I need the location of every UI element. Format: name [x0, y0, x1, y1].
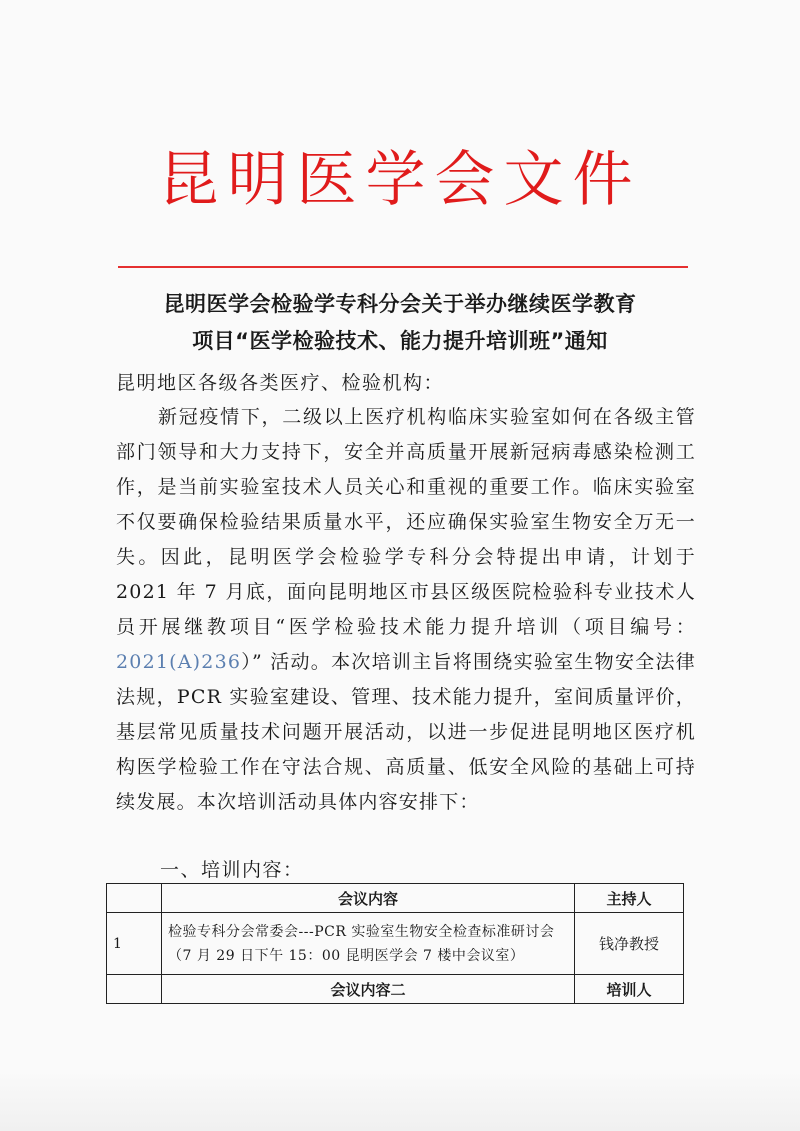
scan-bottom-edge	[0, 1071, 800, 1131]
project-code: 2021(A)236	[116, 651, 242, 673]
header-content-cell: 会议内容	[162, 884, 575, 913]
header-number-cell	[107, 884, 162, 913]
section-heading: 一、培训内容：	[160, 859, 304, 881]
salutation: 昆明地区各级各类医疗、检验机构：	[116, 372, 445, 394]
agenda-table	[106, 883, 684, 1004]
row-content-cell: 检验专科分会常委会---PCR 实验室生物安全检查标准研讨会（7 月 29 日下午 15：00 昆明医学会 7 楼中会议室）	[162, 913, 575, 975]
header2-trainer-cell: 培训人	[575, 975, 684, 1004]
masthead: 昆明医学会文件	[158, 145, 642, 215]
body-text-part-2: ）” 活动。本次培训主旨将围绕实验室生物安全法律法规，PCR 实验室建设、管理、技术能力提升，室间质量评价，基层常见质量技术问题开展活动，以进一步促进昆明地区医疗机构医学检验工作在守法合规、高质量、低安全风险的基础上可持续发展。本次培训活动具体内容安排下：	[116, 651, 696, 813]
header2-number-cell	[107, 975, 162, 1004]
row-number-cell: 1	[107, 913, 162, 975]
row-host-cell: 钱净教授	[575, 913, 684, 975]
table-header-row	[107, 884, 684, 913]
notice-title-line-2: 项目“医学检验技术、能力提升培训班”通知	[192, 329, 608, 353]
notice-title-line-1: 昆明医学会检验学专科分会关于举办继续医学教育	[163, 292, 637, 316]
table-header-row-2	[107, 975, 684, 1004]
header2-content-cell: 会议内容二	[162, 975, 575, 1004]
body-text-part-1: 新冠疫情下，二级以上医疗机构临床实验室如何在各级主管部门领导和大力支持下，安全并高质量开展新冠病毒感染检测工作，是当前实验室技术人员关心和重视的重要工作。临床实验室不仅要确保检验结果质量水平，还应确保实验室生物安全万无一失。因此，昆明医学会检验学专科分会特提出申请，计划于 2021 年 7 月底，面向昆明地区市县区级医院检验科专业技术人员开展继教项目“医学检验技术能力提升培训（项目编号：	[116, 406, 696, 638]
red-divider-rule	[118, 266, 688, 268]
header-host-cell: 主持人	[575, 884, 684, 913]
body-paragraph	[116, 400, 696, 820]
table-row	[107, 913, 684, 975]
